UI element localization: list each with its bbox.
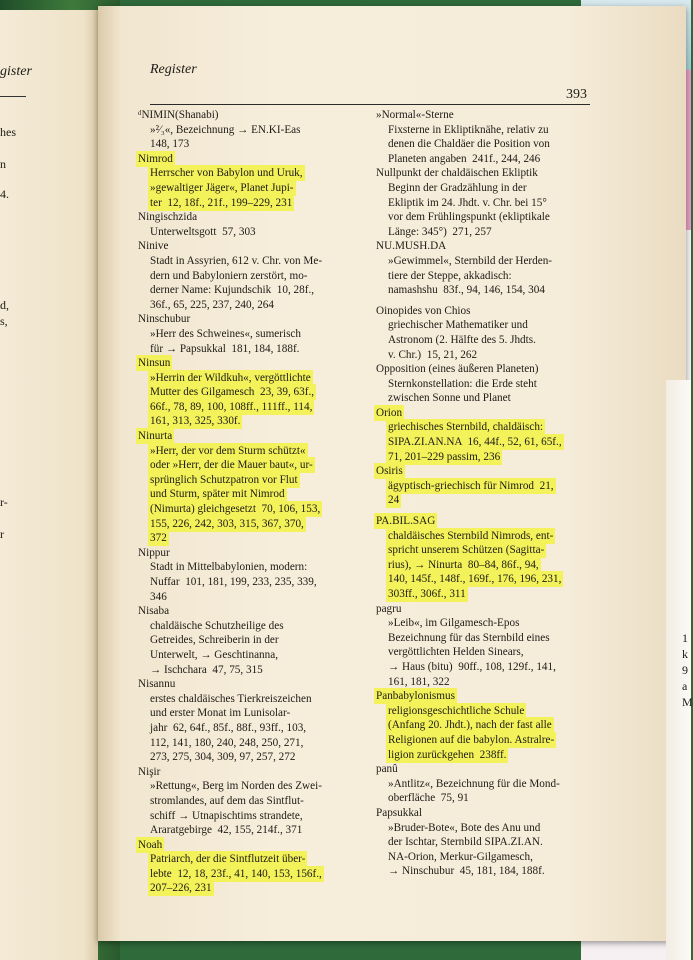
index-line: ter 12, 18f., 21f., 199–229, 231 (150, 196, 293, 209)
index-entry (376, 406, 596, 464)
index-line: 155, 226, 242, 303, 315, 367, 370, (150, 517, 304, 530)
index-line: Getreides, Schreiberin in der (150, 634, 279, 647)
index-line: »²⁄₃«, Bezeichnung → EN.KI-Eas (150, 123, 301, 136)
index-entry (138, 108, 368, 152)
left-page-fragment: 4. (0, 187, 9, 201)
index-line: oberfläche 75, 91 (388, 792, 469, 805)
index-line: »Leib«, im Gilgamesch-Epos (388, 617, 520, 630)
index-term: pagru (376, 602, 402, 615)
right-page-fragment: 9 (682, 663, 688, 677)
index-term: Ningischzida (138, 211, 198, 224)
index-line: Bezeichnung für das Sternbild eines (388, 631, 550, 644)
index-line: Unterweltsgott 57, 303 (150, 225, 256, 238)
index-term: Ninsun (138, 357, 171, 370)
index-term: ᵈNIMIN(Shanabi) (138, 109, 219, 121)
index-line: griechisches Sternbild, chaldäisch: (388, 421, 544, 434)
index-term: Noah (138, 838, 163, 851)
index-term: Osiris (376, 465, 403, 478)
index-term: Oinopides von Chios (376, 304, 471, 317)
index-line: chaldäisches Sternbild Nimrods, ent- (388, 529, 554, 542)
index-line: und erster Monat im Lunisolar- (150, 707, 291, 720)
index-line: (Anfang 20. Jhdt.), nach der fast alle (388, 719, 552, 732)
index-line: Stadt in Mittelbabylonien, modern: (150, 561, 308, 574)
index-entry (376, 304, 596, 362)
index-line: »Herrin der Wildkuh«, vergöttlichte (150, 371, 311, 384)
index-line: 161, 313, 325, 330f. (150, 415, 241, 428)
index-entry (376, 602, 596, 690)
index-line: 36f., 65, 225, 237, 240, 264 (150, 298, 274, 311)
index-line: ägyptisch-griechisch für Nimrod 21, (388, 479, 554, 492)
left-page-rule (0, 96, 26, 97)
index-line: 161, 181, 322 (388, 675, 450, 688)
index-line: → Ischchara 47, 75, 315 (150, 663, 263, 676)
index-term: Nisannu (138, 678, 176, 691)
index-term: Ninurta (138, 430, 173, 443)
index-term: Nimrod (138, 152, 173, 165)
index-line: SIPA.ZI.AN.NA 16, 44f., 52, 61, 65f., (388, 436, 562, 449)
index-entry (138, 604, 368, 677)
index-line: Patriarch, der die Sintflutzeit über- (150, 853, 306, 866)
left-page-fragment: r- (0, 495, 8, 509)
index-line: sprünglich Schutzpatron vor Flut (150, 473, 298, 486)
index-line: schiff → Utnapischtims strandete, (150, 809, 303, 822)
index-entry (138, 312, 368, 356)
index-term: Nisaba (138, 605, 170, 618)
index-line: und Sturm, später mit Nimrod (150, 488, 285, 501)
index-line: → Haus (bitu) 90ff., 108, 129f., 141, (388, 660, 556, 673)
index-term: »Normal«-Sterne (376, 109, 454, 121)
index-term: Panbabylonismus (376, 690, 455, 703)
index-line: namashshu 83f., 94, 146, 154, 304 (388, 284, 545, 297)
index-line: Ekliptik im 24. Jhdt. v. Chr. bei 15° (388, 196, 547, 209)
index-line: 71, 201–229 passim, 236 (388, 450, 501, 463)
right-page-fragment: a (682, 679, 688, 693)
index-line: stromlandes, auf dem das Sintflut- (150, 794, 304, 807)
index-line: (Nimurta) gleichgesetzt 70, 106, 153, (150, 503, 321, 516)
index-line: derner Name: Kujundschik 10, 28f., (150, 284, 315, 297)
right-page-fragment: M (682, 695, 693, 709)
index-term: PA.BIL.SAG (376, 515, 436, 528)
left-page-fragment: hes (0, 125, 16, 139)
index-entry (138, 546, 368, 604)
index-line: 207–226, 231 (150, 882, 212, 895)
index-entry (376, 762, 596, 806)
right-page-fragment: 1 (682, 631, 688, 645)
index-entry (138, 356, 368, 429)
index-line: griechischer Mathematiker und (388, 319, 528, 332)
index-entry (376, 239, 596, 297)
left-page-fragment: d, (0, 298, 9, 312)
index-term: Nişir (138, 765, 161, 778)
index-line: Planeten angaben 241f., 244, 246 (388, 152, 541, 165)
index-entry (376, 362, 596, 406)
left-page-header: gister (0, 64, 32, 79)
page-number: 393 (566, 87, 587, 102)
index-line: 372 (150, 532, 167, 545)
index-term: panû (376, 763, 398, 776)
index-line: »Rettung«, Berg im Norden des Zwei- (150, 780, 322, 793)
index-entry (376, 108, 596, 166)
left-page-fragment: n (0, 157, 6, 171)
index-line: Stadt in Assyrien, 612 v. Chr. von Me- (150, 254, 323, 267)
left-page-fragment: s, (0, 314, 8, 328)
index-entry (376, 166, 596, 239)
index-entry (138, 210, 368, 239)
index-line: »gewaltiger Jäger«, Planet Jupi- (150, 181, 294, 194)
index-line: Astronom (2. Hälfte des 5. Jhdts. (388, 333, 536, 346)
index-entry (376, 464, 596, 508)
index-line: »Antlitz«, Bezeichnung für die Mond- (388, 777, 560, 790)
index-term: Ninive (138, 240, 169, 253)
index-line: 346 (150, 590, 167, 603)
index-line: rius), → Ninurta 80–84, 86f., 94, (388, 558, 539, 571)
index-line: »Gewimmel«, Sternbild der Herden- (388, 254, 553, 267)
index-line: dern und Babyloniern zerstört, mo- (150, 269, 308, 282)
index-line: »Herr des Schweines«, sumerisch (150, 327, 301, 340)
index-line: Araratgebirge 42, 155, 214f., 371 (150, 824, 303, 837)
index-line: Sternkonstellation: die Erde steht (388, 377, 537, 390)
index-line: Länge: 345°) 271, 257 (388, 225, 492, 238)
index-line: Nuffar 101, 181, 199, 233, 235, 339, (150, 576, 317, 588)
index-term: Ninschubur (138, 313, 191, 326)
index-line: Unterwelt, → Geschtinanna, (150, 648, 278, 661)
header-rule (150, 104, 590, 105)
index-column-right (376, 108, 596, 879)
index-term: Nippur (138, 546, 170, 559)
left-page (0, 10, 98, 960)
index-line: lebte 12, 18, 23f., 41, 140, 153, 156f., (150, 867, 322, 880)
index-term: Orion (376, 406, 403, 419)
right-page-edge (666, 380, 691, 960)
index-term: NU.MUSH.DA (376, 240, 447, 253)
index-line: denen die Chaldäer die Position von (388, 138, 550, 151)
index-line: zwischen Sonne und Planet (388, 392, 511, 405)
index-entry (138, 239, 368, 312)
index-line: Beginn der Gradzählung in der (388, 181, 527, 194)
index-line: 303ff., 306f., 311 (388, 588, 466, 600)
index-entry (376, 806, 596, 879)
left-page-fragment: r (0, 527, 4, 541)
index-line: Fixsterne in Ekliptiknähe, relativ zu (388, 123, 549, 136)
index-line: der Ischtar, Sternbild SIPA.ZI.AN. (388, 836, 543, 849)
index-line: 140, 145f., 148f., 169f., 176, 196, 231, (388, 573, 562, 586)
index-line: oder »Herr, der die Mauer baut«, ur- (150, 459, 313, 472)
index-line: Mutter des Gilgamesch 23, 39, 63f., (150, 386, 315, 399)
index-line: für → Papsukkal 181, 184, 188f. (150, 342, 300, 355)
index-line: jahr 62, 64f., 85f., 88f., 93ff., 103, (150, 721, 307, 734)
index-entry (138, 677, 368, 765)
index-line: chaldäische Schutzheilige des (150, 619, 284, 632)
index-line: → Ninschubur 45, 181, 184, 188f. (388, 865, 545, 878)
index-line: v. Chr.) 15, 21, 262 (388, 348, 478, 361)
index-term: Opposition (eines äußeren Planeten) (376, 363, 539, 376)
index-line: »Herr, der vor dem Sturm schützt« (150, 444, 306, 457)
index-term: Nullpunkt der chaldäischen Ekliptik (376, 167, 538, 180)
index-entry (138, 765, 368, 838)
index-line: 273, 275, 304, 309, 97, 257, 272 (150, 751, 296, 764)
index-line: religionsgeschichtliche Schule (388, 704, 525, 717)
right-page-fragment: k (682, 647, 688, 661)
index-entry (138, 152, 368, 210)
index-line: spricht unserem Schützen (Sagitta- (388, 544, 545, 557)
index-entry (376, 514, 596, 602)
index-entry (138, 429, 368, 546)
index-line: 66f., 78, 89, 100, 108ff., 111ff., 114, (150, 400, 313, 413)
index-line: »Bruder-Bote«, Bote des Anu und (388, 821, 541, 834)
index-line: vergöttlichten Helden Sinears, (388, 646, 524, 659)
index-entry (376, 689, 596, 762)
index-line: 24 (388, 494, 400, 507)
index-term: Papsukkal (376, 806, 422, 819)
index-line: vor dem Frühlingspunkt (ekliptikale (388, 211, 550, 224)
index-line: tiere der Steppe, akkadisch: (388, 269, 512, 282)
index-line: 148, 173 (150, 138, 190, 151)
index-line: 112, 141, 180, 240, 248, 250, 271, (150, 736, 304, 749)
index-line: NA-Orion, Merkur-Gilgamesch, (388, 850, 533, 863)
index-column-left (138, 108, 368, 896)
index-entry (138, 838, 368, 896)
index-line: Herrscher von Babylon und Uruk, (150, 167, 303, 180)
page-header-title: Register (150, 62, 197, 77)
index-line: ligion zurückgehen 238ff. (388, 748, 507, 761)
index-line: erstes chaldäisches Tierkreiszeichen (150, 692, 312, 705)
index-line: Religionen auf die babylon. Astralre- (388, 733, 555, 746)
